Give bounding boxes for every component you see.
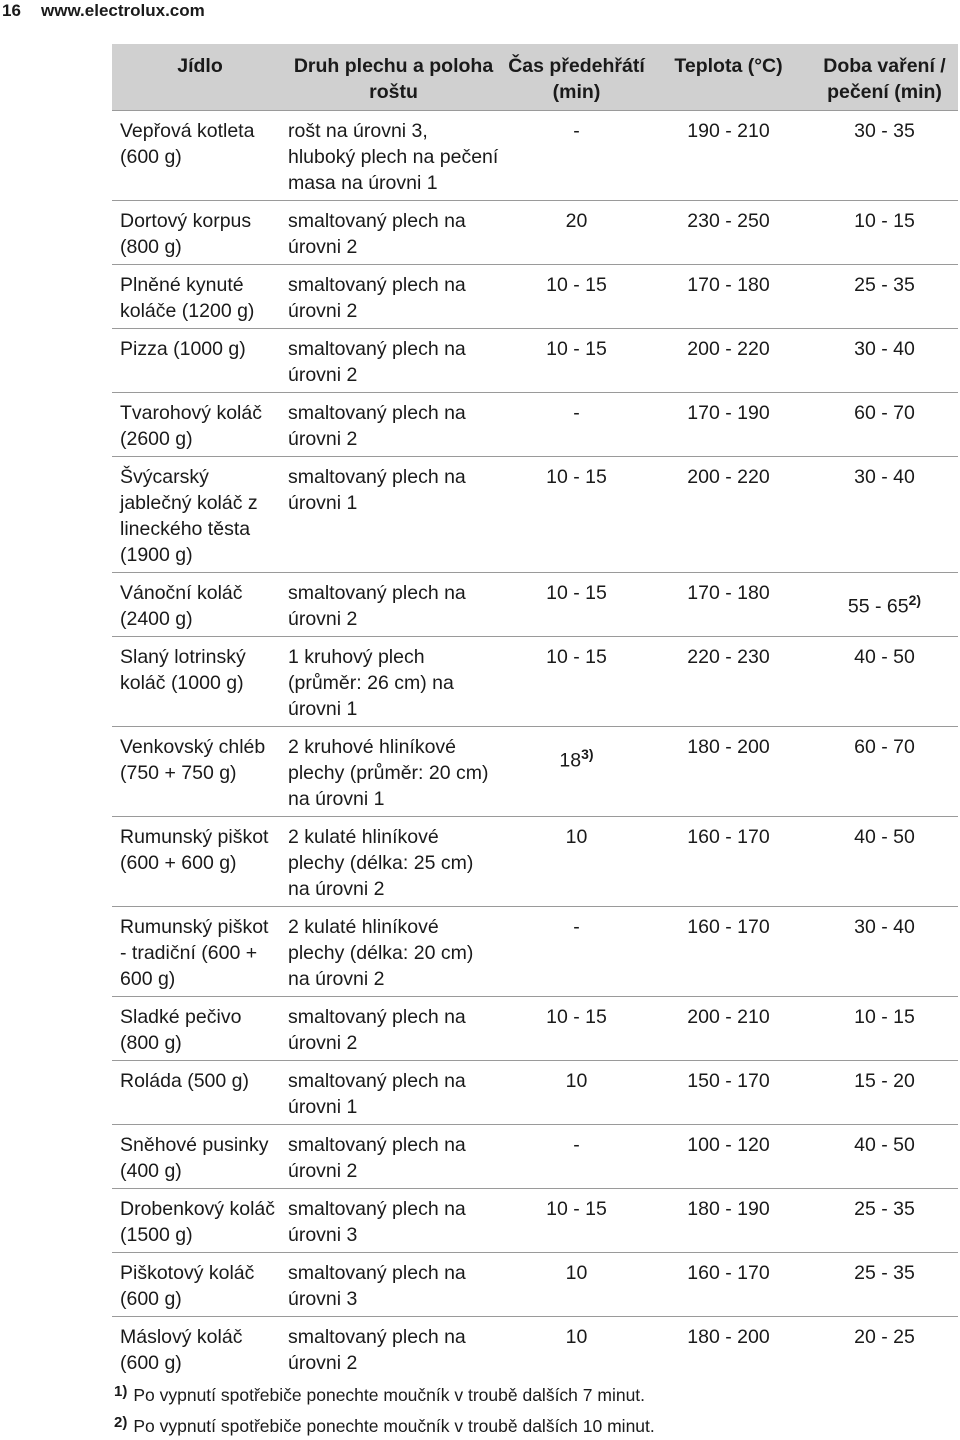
table-row (112, 907, 958, 997)
preheat-cell-text: 10 (565, 826, 588, 848)
table-row (112, 727, 958, 817)
time-cell-text: 10 - 15 (854, 210, 915, 232)
dish-cell (112, 201, 280, 265)
temperature-cell (646, 727, 803, 817)
temperature-cell (646, 637, 803, 727)
time-cell-text: 60 - 70 (854, 402, 915, 424)
temperature-cell-text: 150 - 170 (687, 1070, 770, 1092)
page-header (0, 0, 960, 24)
temperature-cell (646, 1317, 803, 1381)
time-cell (803, 997, 958, 1061)
tray-cell (280, 1253, 499, 1317)
temperature-cell (646, 329, 803, 393)
dish-cell-text: Máslový koláč (600 g) (120, 1326, 243, 1374)
time-cell (803, 637, 958, 727)
preheat-cell-text: 10 - 15 (546, 582, 607, 604)
footnote-2 (114, 1409, 655, 1440)
preheat-cell (499, 907, 646, 997)
tray-cell-text: smaltovaný plech na úrovni 2 (288, 402, 466, 450)
footnotes (114, 1378, 655, 1440)
time-cell (803, 817, 958, 907)
dish-cell-text: Sladké pečivo (800 g) (120, 1006, 242, 1054)
time-cell (803, 1317, 958, 1381)
table-row (112, 265, 958, 329)
table-row (112, 329, 958, 393)
column-header-tray: Druh plechu a poloha roštu (280, 44, 499, 111)
tray-cell-text: smaltovaný plech na úrovni 3 (288, 1262, 466, 1310)
time-cell (803, 457, 958, 573)
preheat-cell (499, 1061, 646, 1125)
temperature-cell-text: 190 - 210 (687, 120, 770, 142)
preheat-cell (499, 201, 646, 265)
time-cell (803, 1189, 958, 1253)
preheat-cell-text: 10 (565, 1326, 588, 1348)
site-url: www.electrolux.com (41, 1, 205, 20)
preheat-cell-text: - (573, 402, 580, 424)
dish-cell-text: Drobenkový koláč (1500 g) (120, 1198, 275, 1246)
dish-cell (112, 573, 280, 637)
dish-cell-text: Vepřová kotleta (600 g) (120, 120, 255, 168)
tray-cell-text: smaltovaný plech na úrovni 2 (288, 582, 466, 630)
preheat-cell-text: - (573, 1134, 580, 1156)
footnote-mark: 2) (114, 1414, 128, 1431)
footnote-text: Po vypnutí spotřebiče ponechte moučník v troubě dalších 7 minut. (133, 1385, 646, 1405)
temperature-cell-text: 180 - 200 (687, 1326, 770, 1348)
table-row (112, 637, 958, 727)
column-header-temperature: Teplota (°C) (646, 44, 803, 111)
time-cell-text: 25 - 35 (854, 274, 915, 296)
temperature-cell (646, 457, 803, 573)
temperature-cell (646, 907, 803, 997)
preheat-cell (499, 817, 646, 907)
temperature-cell-text: 180 - 200 (687, 736, 770, 758)
preheat-cell-text: 10 - 15 (546, 646, 607, 668)
table-row (112, 573, 958, 637)
time-cell-text: 25 - 35 (854, 1262, 915, 1284)
preheat-cell (499, 329, 646, 393)
temperature-cell-text: 160 - 170 (687, 1262, 770, 1284)
time-cell (803, 329, 958, 393)
table-row (112, 201, 958, 265)
preheat-cell (499, 457, 646, 573)
temperature-cell-text: 160 - 170 (687, 916, 770, 938)
preheat-cell-text: 10 - 15 (546, 1198, 607, 1220)
preheat-cell (499, 1317, 646, 1381)
dish-cell-text: Roláda (500 g) (120, 1070, 249, 1092)
time-cell-text: 40 - 50 (854, 1134, 915, 1156)
dish-cell (112, 265, 280, 329)
tray-cell (280, 111, 499, 201)
time-cell-text: 30 - 40 (854, 916, 915, 938)
table-row (112, 457, 958, 573)
temperature-cell (646, 1061, 803, 1125)
tray-cell-text: smaltovaný plech na úrovni 1 (288, 466, 466, 514)
temperature-cell (646, 1125, 803, 1189)
preheat-cell (499, 393, 646, 457)
tray-cell (280, 457, 499, 573)
temperature-cell (646, 265, 803, 329)
tray-cell (280, 201, 499, 265)
tray-cell-text: 2 kulaté hliníkové plechy (délka: 20 cm) na úrovni 2 (288, 916, 474, 990)
dish-cell-text: Tvarohový koláč (2600 g) (120, 402, 262, 450)
table-row (112, 1253, 958, 1317)
tray-cell (280, 817, 499, 907)
table-row (112, 1061, 958, 1125)
tray-cell (280, 907, 499, 997)
dish-cell-text: Švýcarský jablečný koláč z lineckého těsta (1900 g) (120, 466, 258, 566)
temperature-cell-text: 170 - 180 (687, 274, 770, 296)
temperature-cell (646, 1253, 803, 1317)
temperature-cell (646, 997, 803, 1061)
temperature-cell (646, 573, 803, 637)
table-row (112, 817, 958, 907)
tray-cell-text: smaltovaný plech na úrovni 2 (288, 1134, 466, 1182)
preheat-cell (499, 1253, 646, 1317)
column-header-preheat: Čas předehřátí (min) (499, 44, 646, 111)
time-cell (803, 727, 958, 817)
dish-cell (112, 727, 280, 817)
tray-cell-text: smaltovaný plech na úrovni 2 (288, 1326, 466, 1374)
table-header-row (112, 44, 958, 111)
dish-cell-text: Venkovský chléb (750 + 750 g) (120, 736, 266, 784)
preheat-cell (499, 265, 646, 329)
temperature-cell-text: 170 - 180 (687, 582, 770, 604)
dish-cell-text: Rumunský piškot (600 + 600 g) (120, 826, 269, 874)
temperature-cell-text: 100 - 120 (687, 1134, 770, 1156)
dish-cell-text: Plněné kynuté koláče (1200 g) (120, 274, 255, 322)
preheat-cell-text: 20 (565, 210, 588, 232)
time-cell-text: 20 - 25 (854, 1326, 915, 1348)
preheat-cell (499, 1189, 646, 1253)
temperature-cell-text: 220 - 230 (687, 646, 770, 668)
table-row (112, 393, 958, 457)
time-cell-text: 60 - 70 (854, 736, 915, 758)
time-cell (803, 201, 958, 265)
tray-cell-text: smaltovaný plech na úrovni 2 (288, 338, 466, 386)
tray-cell (280, 1125, 499, 1189)
time-cell-text: 10 - 15 (854, 1006, 915, 1028)
preheat-cell (499, 111, 646, 201)
dish-cell (112, 1317, 280, 1381)
temperature-cell-text: 170 - 190 (687, 402, 770, 424)
dish-cell (112, 393, 280, 457)
time-cell-text: 30 - 40 (854, 466, 915, 488)
temperature-cell-text: 180 - 190 (687, 1198, 770, 1220)
preheat-cell-text: 10 (565, 1262, 588, 1284)
table-row (112, 1317, 958, 1381)
table-body (112, 111, 958, 1381)
tray-cell-text: smaltovaný plech na úrovni 2 (288, 1006, 466, 1054)
dish-cell (112, 817, 280, 907)
preheat-cell (499, 1125, 646, 1189)
temperature-cell-text: 230 - 250 (687, 210, 770, 232)
preheat-cell-text: 10 (565, 1070, 588, 1092)
tray-cell (280, 1189, 499, 1253)
tray-cell-text: 2 kruhové hliníkové plechy (průměr: 20 cm) na úrovni 1 (288, 736, 489, 810)
time-cell (803, 1061, 958, 1125)
time-cell-text: 40 - 50 (854, 826, 915, 848)
table-row (112, 1189, 958, 1253)
dish-cell-text: Vánoční koláč (2400 g) (120, 582, 243, 630)
dish-cell-text: Pizza (1000 g) (120, 338, 246, 360)
footnote-mark: 1) (114, 1383, 128, 1400)
dish-cell (112, 1253, 280, 1317)
time-cell (803, 1125, 958, 1189)
time-cell (803, 265, 958, 329)
column-header-time: Doba vaření / pečení (min) (803, 44, 958, 111)
time-cell-text: 30 - 35 (854, 120, 915, 142)
dish-cell (112, 1189, 280, 1253)
temperature-cell-text: 200 - 210 (687, 1006, 770, 1028)
preheat-cell-text: 10 - 15 (546, 338, 607, 360)
tray-cell (280, 997, 499, 1061)
temperature-cell-text: 200 - 220 (687, 338, 770, 360)
preheat-cell-text: 10 - 15 (546, 1006, 607, 1028)
tray-cell-text: smaltovaný plech na úrovni 3 (288, 1198, 466, 1246)
table-row (112, 997, 958, 1061)
table-row (112, 1125, 958, 1189)
preheat-cell-text: 18 (559, 749, 582, 772)
dish-cell-text: Rumunský piškot - tradiční (600 + 600 g) (120, 916, 269, 990)
footnote-reference: 2) (908, 592, 922, 608)
temperature-cell-text: 200 - 220 (687, 466, 770, 488)
time-cell (803, 573, 958, 637)
time-cell-text: 40 - 50 (854, 646, 915, 668)
dish-cell-text: Sněhové pusinky (400 g) (120, 1134, 269, 1182)
tray-cell (280, 329, 499, 393)
tray-cell-text: 1 kruhový plech (průměr: 26 cm) na úrovni 1 (288, 646, 454, 720)
tray-cell (280, 637, 499, 727)
tray-cell-text: smaltovaný plech na úrovni 2 (288, 274, 466, 322)
preheat-cell (499, 573, 646, 637)
time-cell (803, 907, 958, 997)
tray-cell-text: smaltovaný plech na úrovni 2 (288, 210, 466, 258)
dish-cell (112, 1061, 280, 1125)
tray-cell-text: rošt na úrovni 3, hluboký plech na pečení masa na úrovni 1 (288, 120, 499, 194)
preheat-cell (499, 727, 646, 817)
tray-cell (280, 1317, 499, 1381)
time-cell-text: 55 - 65 (847, 595, 909, 618)
tray-cell (280, 573, 499, 637)
dish-cell (112, 457, 280, 573)
temperature-cell (646, 1189, 803, 1253)
temperature-cell (646, 111, 803, 201)
dish-cell (112, 997, 280, 1061)
dish-cell (112, 329, 280, 393)
temperature-cell (646, 817, 803, 907)
tray-cell (280, 265, 499, 329)
temperature-cell-text: 160 - 170 (687, 826, 770, 848)
time-cell (803, 111, 958, 201)
dish-cell-text: Slaný lotrinský koláč (1000 g) (120, 646, 246, 694)
time-cell (803, 1253, 958, 1317)
temperature-cell (646, 201, 803, 265)
dish-cell-text: Dortový korpus (800 g) (120, 210, 252, 258)
preheat-cell-text: - (573, 120, 580, 142)
dish-cell (112, 111, 280, 201)
time-cell-text: 15 - 20 (854, 1070, 915, 1092)
table-row (112, 111, 958, 201)
dish-cell-text: Piškotový koláč (600 g) (120, 1262, 255, 1310)
dish-cell (112, 637, 280, 727)
preheat-cell-text: - (573, 916, 580, 938)
temperature-cell (646, 393, 803, 457)
baking-table (112, 44, 958, 1380)
preheat-cell (499, 637, 646, 727)
preheat-cell (499, 997, 646, 1061)
footnote-reference: 3) (581, 746, 594, 762)
tray-cell-text: smaltovaný plech na úrovni 1 (288, 1070, 466, 1118)
tray-cell (280, 1061, 499, 1125)
column-header-dish: Jídlo (112, 44, 280, 111)
footnote-1 (114, 1378, 655, 1409)
tray-cell (280, 727, 499, 817)
preheat-cell-text: 10 - 15 (546, 274, 607, 296)
page-number: 16 (2, 1, 21, 20)
time-cell-text: 25 - 35 (854, 1198, 915, 1220)
tray-cell (280, 393, 499, 457)
time-cell (803, 393, 958, 457)
footnote-text: Po vypnutí spotřebiče ponechte moučník v troubě dalších 10 minut. (133, 1416, 655, 1436)
dish-cell (112, 907, 280, 997)
tray-cell-text: 2 kulaté hliníkové plechy (délka: 25 cm) na úrovni 2 (288, 826, 474, 900)
preheat-cell-text: 10 - 15 (546, 466, 607, 488)
dish-cell (112, 1125, 280, 1189)
time-cell-text: 30 - 40 (854, 338, 915, 360)
